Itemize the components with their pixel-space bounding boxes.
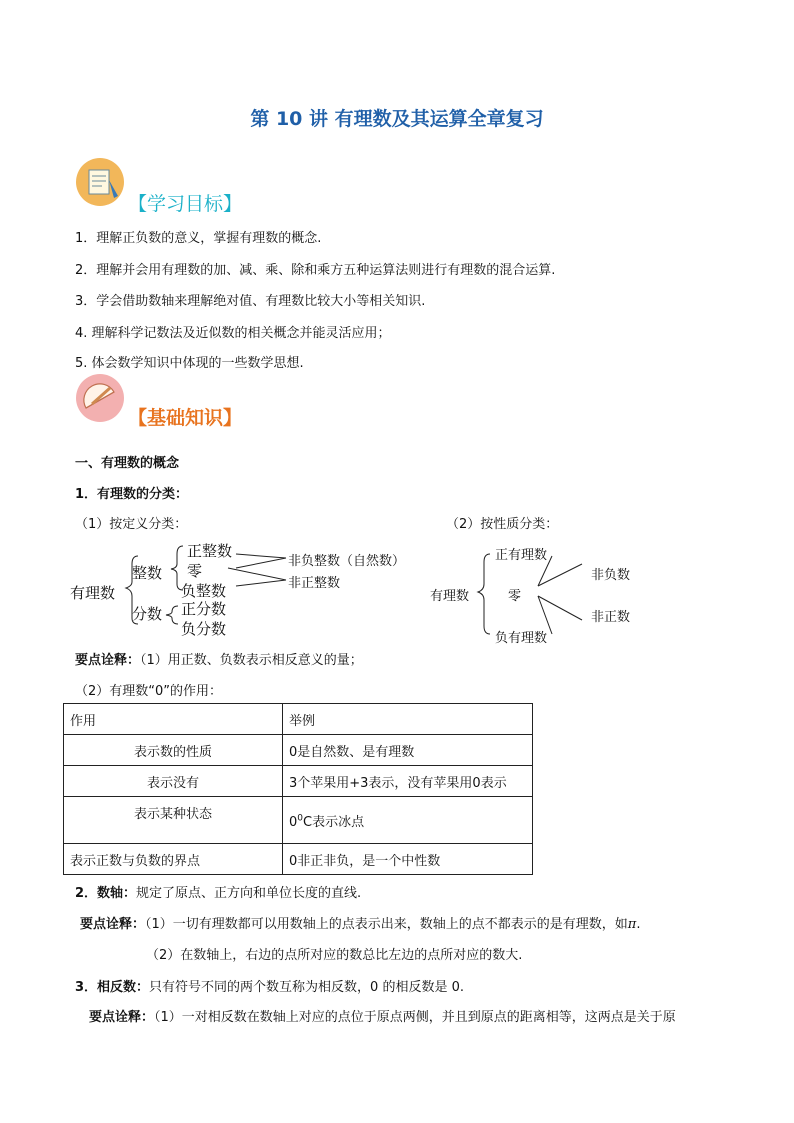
table-row — [64, 797, 533, 844]
zero-role-table — [63, 703, 533, 875]
note-5 — [89, 1006, 676, 1025]
point-2-label: 2．数轴： — [75, 886, 137, 901]
goal-item-5: 5. 体会数学知识中体现的一些数学思想. — [75, 356, 304, 371]
note-2: （2）有理数“0”的作用： — [75, 684, 223, 699]
note-3-label: 要点诠释： — [80, 917, 146, 932]
basics-section-icon — [76, 374, 124, 422]
definition-tree — [68, 538, 428, 638]
basics-heading: 【基础知识】 — [128, 407, 243, 429]
tree1-neg-frac: 负分数 — [181, 620, 227, 638]
tree1-pos-int: 正整数 — [187, 542, 233, 560]
tree2-pos: 正有理数 — [495, 548, 548, 563]
point-2-text: 规定了原点、正方向和单位长度的直线. — [136, 886, 362, 901]
point-3-text: 只有符号不同的两个数互称为相反数，0 的相反数是 0. — [149, 980, 464, 995]
note-1-text: （1）用正数、负数表示相反意义的量； — [140, 653, 363, 668]
note-1-label: 要点诠释： — [75, 653, 141, 668]
point-3-label: 3．相反数： — [75, 980, 150, 995]
tree2-nonneg: 非负数 — [591, 568, 631, 583]
table-row — [64, 766, 533, 797]
goal-item-4: 4. 理解科学记数法及近似数的相关概念并能灵活应用； — [75, 326, 391, 341]
note-5-label: 要点诠释： — [89, 1010, 155, 1025]
table-cell — [283, 797, 533, 844]
point-1-title: 1．有理数的分类： — [75, 487, 189, 502]
protractor-icon — [76, 374, 128, 426]
tree1-integer: 整数 — [132, 564, 163, 582]
goal-item-2: 2．理解并会用有理数的加、减、乘、除和乘方五种运算法则进行有理数的混合运算. — [75, 263, 556, 278]
point-3 — [75, 976, 464, 995]
note-5-text: （1）一对相反数在数轴上对应的点位于原点两侧，并且到原点的距离相等，这两点是关于原 — [154, 1010, 676, 1025]
table-header-example: 举例 — [283, 704, 533, 735]
class-by-definition-label: （1）按定义分类： — [75, 517, 188, 532]
tree1-neg-int: 负整数 — [181, 582, 227, 600]
point-2 — [75, 882, 361, 901]
pi-symbol: π — [627, 917, 637, 932]
table-cell: 3个苹果用+3表示，没有苹果用0表示 — [283, 766, 533, 797]
table-cell: 0是自然数、是有理数 — [283, 735, 533, 766]
note-3 — [80, 913, 640, 932]
note-4: （2）在数轴上，右边的点所对应的数总比左边的点所对应的数大. — [146, 948, 523, 963]
tree1-nonneg: 非负整数（自然数） — [288, 554, 406, 569]
page-title: 第 10 讲 有理数及其运算全章复习 — [250, 108, 544, 130]
tree1-root: 有理数 — [70, 584, 116, 602]
class-by-property-label: （2）按性质分类： — [446, 517, 559, 532]
table-header-row — [64, 704, 533, 735]
property-tree — [428, 538, 648, 648]
goal-item-1: 1．理解正负数的意义，掌握有理数的概念. — [75, 231, 322, 246]
freezing-point-text: C表示冰点 — [303, 814, 365, 830]
table-row — [64, 735, 533, 766]
tree1-fraction: 分数 — [132, 605, 163, 623]
subsection-title: 一、有理数的概念 — [75, 456, 180, 471]
target-section-icon — [76, 158, 124, 206]
table-cell: 表示数的性质 — [64, 735, 283, 766]
note-3-text: （1）一切有理数都可以用数轴上的点表示出来，数轴上的点不都表示的是有理数，如 — [145, 917, 628, 932]
table-cell: 表示没有 — [64, 766, 283, 797]
note-1 — [75, 649, 363, 668]
tree2-neg: 负有理数 — [495, 631, 548, 646]
table-cell: 0非正非负，是一个中性数 — [283, 844, 533, 875]
table-header-role: 作用 — [64, 704, 283, 735]
learning-goals-heading: 【学习目标】 — [128, 193, 243, 215]
tree1-nonpos: 非正整数 — [288, 576, 341, 591]
note-3-end: . — [636, 917, 641, 932]
tree1-zero: 零 — [187, 562, 203, 580]
tree2-zero: 零 — [508, 589, 522, 604]
table-cell: 表示某种状态 — [64, 797, 283, 844]
tree2-root: 有理数 — [430, 589, 470, 604]
goal-item-3: 3．学会借助数轴来理解绝对值、有理数比较大小等相关知识. — [75, 294, 426, 309]
tree2-nonpos: 非正数 — [591, 610, 631, 625]
table-row — [64, 844, 533, 875]
tree1-pos-frac: 正分数 — [181, 600, 227, 618]
notebook-icon — [76, 158, 128, 210]
zero-degree-number: 0 — [289, 814, 298, 830]
table-cell: 表示正数与负数的界点 — [64, 844, 283, 875]
degree-superscript: 0 — [297, 813, 304, 824]
